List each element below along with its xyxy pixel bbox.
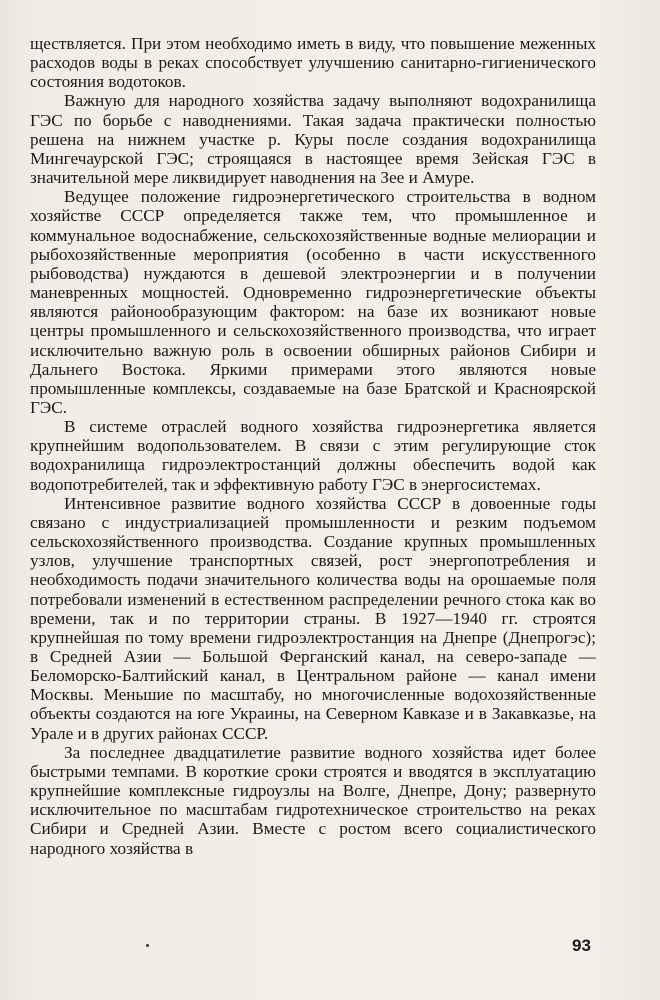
paragraph-hydropower-leading-role: Ведущее положение гидроэнергетического строительства в водном хозяйстве СССР определяется также тем, что промышленное и коммунальное водоснабжение, сельскохозяйственные водные мелиорации и рыбохозяйственные мероприятия (особенно в части искусственного рыбоводства) нуждаются в дешевой электроэнергии и в получении маневренных мощностей. Одновременно гидроэнергетические объекты являются районообразующим фактором: на базе их возникают новые центры промышленного и сельскохозяйственного производства, что играет исключительно важную роль в освоении обширных районов Сибири и Дальнего Востока. Яркими примерами этого являются новые промышленные комплексы, создаваемые на базе Братской и Красноярской ГЭС. — [30, 187, 596, 417]
body-text — [30, 34, 596, 858]
paragraph-flood-control: Важную для народного хозяйства задачу выполняют водохранилища ГЭС по борьбе с наводнениями. Такая задача практически полностью решена на нижнем участке р. Куры после создания водохранилища Мингечаурской ГЭС; строящаяся в настоящее время Зейская ГЭС в значительной мере ликвидирует наводнения на Зее и Амуре. — [30, 91, 596, 188]
paragraph-last-twenty-years: За последнее двадцатилетие развитие водного хозяйства идет более быстрыми темпами. В короткие сроки строятся и вводятся в эксплуатацию крупнейшие комплексные гидроузлы на Волге, Днепре, Дону; развернуто исключительное по масштабам гидротехническое строительство на реках Сибири и Средней Азии. Вместе с ростом всего социалистического народного хозяйства в — [30, 742, 596, 858]
page-number: 93 — [572, 936, 591, 955]
paragraph-continued: ществляется. При этом необходимо иметь в виду, что повышение меженных расходов воды в реках способствует улучшению санитарно-гигиенического состояния водотоков. — [30, 34, 596, 92]
ink-speck — [146, 944, 149, 947]
paragraph-prewar-development: Интенсивное развитие водного хозяйства СССР в довоенные годы связано с индустриализацией промышленности и резким подъемом сельскохозяйственного производства. Создание крупных промышленных узлов, улучшение транспортных связей, рост энергопотребления и необходимость подачи значительного количества воды на орошаемые поля потребовали изменений в естественном распределении речного стока как во времени, так и по территории страны. В 1927—1940 гг. строятся крупнейшая по тому времени гидроэлектростанция на Днепре (Днепрогэс); в Средней Азии — Большой Ферганский канал, на северо-западе — Беломорско-Балтийский канал, в Центральном районе — канал имени Москвы. Меньшие по масштабу, но многочисленные водохозяйственные объекты создаются на юге Украины, на Северном Кавказе и в Закавказье, на Урале и в других районах СССР. — [30, 493, 596, 743]
paragraph-largest-water-user: В системе отраслей водного хозяйства гидроэнергетика является крупнейшим водопользователем. В связи с этим регулирующие сток водохранилища гидроэлектростанций должны обеспечить водой как водопотребителей, так и эффективную работу ГЭС в энергосистемах. — [30, 417, 596, 494]
